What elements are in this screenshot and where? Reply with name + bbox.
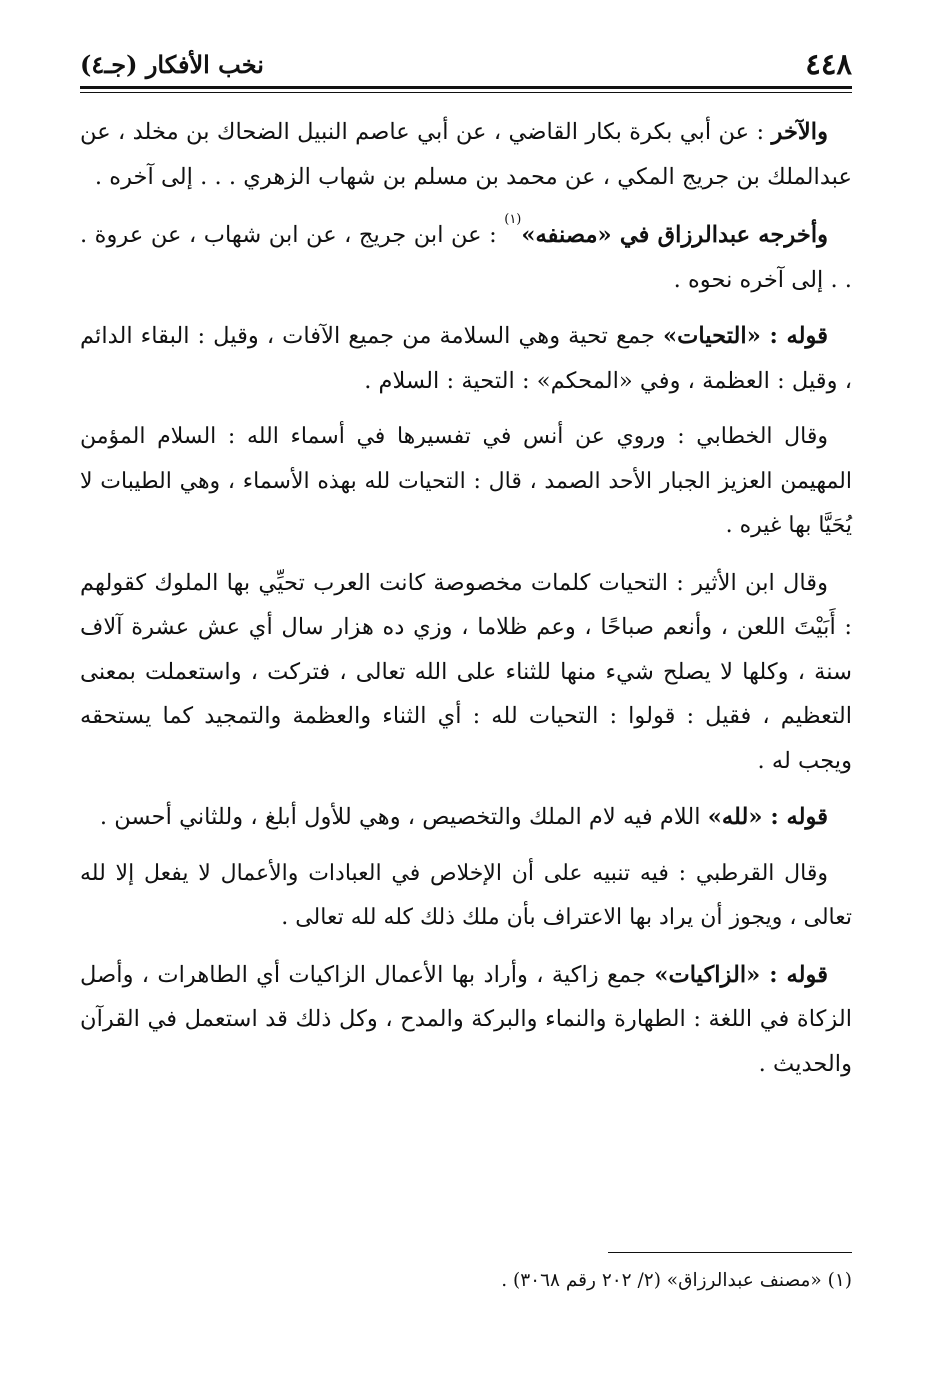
paragraph-lead: وأخرجه عبدالرزاق في «مصنفه»	[521, 222, 829, 248]
page-header	[80, 42, 852, 86]
footnote: (١) «مصنف عبدالرزاق» (٢/ ٢٠٢ رقم ٣٠٦٨) .	[501, 1270, 852, 1291]
header-rule-thin	[80, 92, 852, 93]
main-text	[80, 110, 852, 1086]
paragraph-text: وقال الخطابي : وروي عن أنس في تفسيرها في أسماء الله : السلام المؤمن المهيمن العزيز الجبار الأحد الصمد ، قال : التحيات لله بهذه الأسماء ، وهي الطيبات لا يُحَيَّا بها غيره .	[80, 424, 852, 538]
footnote-separator	[608, 1252, 852, 1253]
paragraph-lead: قوله : «لله»	[707, 804, 828, 830]
paragraph-chain	[80, 110, 852, 199]
page-number: ٤٤٨	[805, 47, 852, 81]
paragraph-lead: قوله : «الزاكيات»	[654, 961, 828, 988]
paragraph-text: جمع تحية وهي السلامة من جميع الآفات ، وقيل : البقاء الدائم ، وقيل : العظمة ، وفي «المحكم» : التحية : السلام .	[80, 323, 852, 394]
paragraph-lillah	[80, 795, 852, 840]
paragraph-text: : عن أبي بكرة بكار القاضي ، عن أبي عاصم النبيل الضحاك بن مخلد ، عن عبدالملك بن جريج المكي ، عن محمد بن مسلم بن شهاب الزهري . . . إلى آخره .	[80, 119, 852, 190]
paragraph-lead: قوله : «التحيات»	[663, 323, 829, 349]
paragraph-lead: والآخر	[771, 119, 828, 145]
paragraph-khattabi	[80, 415, 852, 549]
paragraph-text: وقال ابن الأثير : التحيات كلمات مخصوصة كانت العرب تحيِّي بها الملوك كقولهم : أَبَيْتَ اللعن ، وأنعم صباحًا ، وعم ظلاما ، وزي ده هزار سال أي عش عشرة آلاف سنة ، وكلها لا يصلح شيء منها للثناء على الله تعالى ، فتركت ، واستعملت بمعنى التعظيم ، فقيل : قولوا : التحيات لله : أي الثناء والعظمة والتمجيد كما يستحقه ويجب له .	[80, 569, 852, 774]
paragraph-tahiyyat	[80, 314, 852, 403]
paragraph-abdulrazzaq	[80, 213, 852, 302]
paragraph-ibn-athir	[80, 561, 852, 784]
paragraph-text: اللام فيه لام الملك والتخصيص ، وهي للأول أبلغ ، وللثاني أحسن .	[99, 804, 701, 830]
paragraph-text: وقال القرطبي : فيه تنبيه على أن الإخلاص في العبادات والأعمال لا يفعل إلا لله تعالى ، ويجوز أن يراد بها الاعتراف بأن ملك ذلك كله لله تعالى .	[80, 860, 852, 930]
footnote-marker: (١)	[504, 212, 522, 227]
paragraph-zakiyat	[80, 953, 852, 1087]
paragraph-text: جمع زاكية ، وأراد بها الأعمال الزاكيات أي الطاهرات ، وأصل الزكاة في اللغة : الطهارة والنماء والبركة والمدح ، وكل ذلك قد استعمل في القرآن والحديث .	[80, 961, 852, 1077]
header-rule-thick	[80, 86, 852, 89]
paragraph-qurtubi	[80, 852, 852, 941]
paragraph-text: : عن ابن جريج ، عن ابن شهاب ، عن عروة . . . إلى آخره نحوه .	[80, 222, 852, 293]
running-title: نخب الأفكار (جـ٤)	[80, 49, 264, 79]
